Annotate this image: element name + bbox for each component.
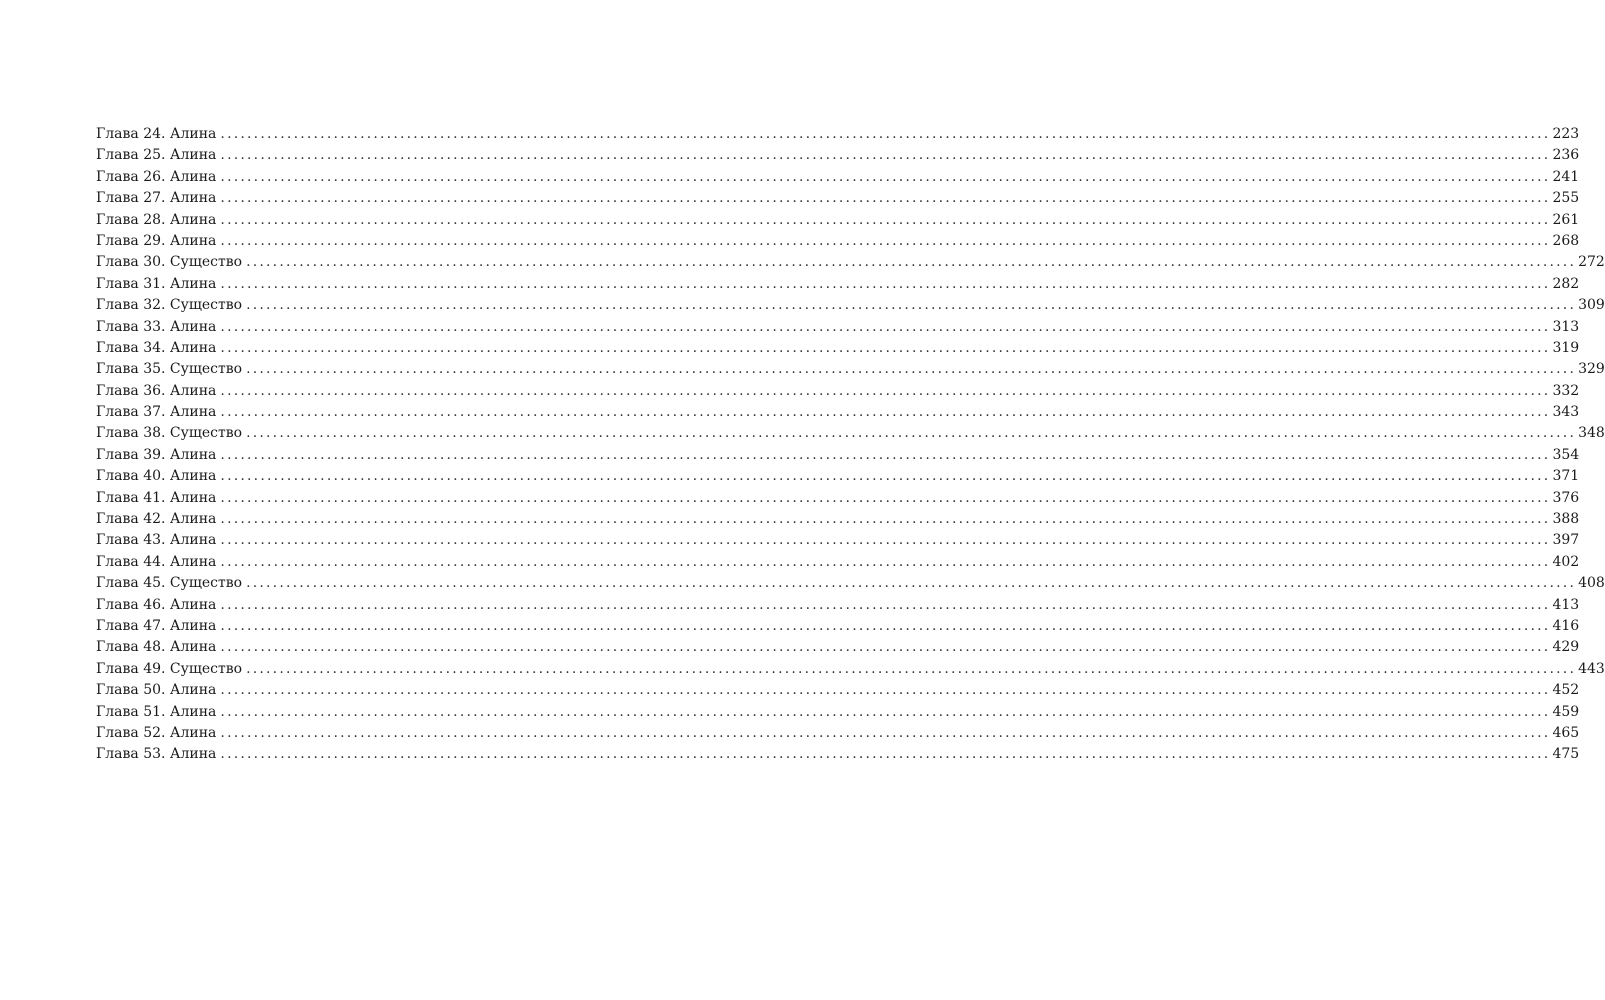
toc-entry-title: Глава 41. Алина [96, 489, 217, 506]
toc-entry-title: Глава 29. Алина [96, 232, 217, 249]
toc-entry-title: Глава 47. Алина [96, 617, 217, 634]
toc-entry-title: Глава 27. Алина [96, 190, 217, 207]
dot-leader: ........................................................................................................................................................................................................ [220, 126, 1551, 142]
toc-entry [96, 744, 1580, 765]
dot-leader: ........................................................................................................................................................................................................ [220, 553, 1551, 570]
toc-entry [96, 488, 1580, 509]
toc-entry [96, 338, 1580, 359]
dot-leader: ........................................................................................................................................................................................................ [220, 746, 1551, 763]
dot-leader: ........................................................................................................................................................................................................ [220, 724, 1551, 741]
toc-entry-page-number: 402 [1552, 553, 1580, 570]
dot-leader: ........................................................................................................................................................................................................ [220, 211, 1551, 228]
toc-entry-title: Глава 25. Алина [96, 147, 217, 164]
toc-entry-page-number: 376 [1552, 489, 1580, 506]
toc-entry [96, 723, 1580, 744]
toc-entry [96, 167, 1580, 188]
toc-entry [96, 445, 1580, 466]
dot-leader: ........................................................................................................................................................................................................ [220, 404, 1551, 421]
toc-entry-page-number: 416 [1552, 617, 1580, 634]
toc-entry-title: Глава 46. Алина [96, 596, 217, 613]
toc-entry [96, 188, 1580, 209]
toc-entry [96, 402, 1580, 423]
toc-entry [96, 359, 1605, 380]
dot-leader: ........................................................................................................................................................................................................ [220, 532, 1551, 549]
toc-entry-title: Глава 39. Алина [96, 446, 217, 463]
dot-leader: ........................................................................................................................................................................................................ [220, 190, 1551, 207]
toc-entry [96, 381, 1580, 402]
toc-entry-page-number: 272 [1578, 254, 1605, 271]
toc-entry [96, 317, 1580, 338]
toc-entry-page-number: 223 [1552, 126, 1580, 142]
toc-entry-page-number: 443 [1578, 660, 1605, 677]
toc-entry-title: Глава 43. Алина [96, 532, 217, 549]
toc-entry-page-number: 388 [1552, 511, 1580, 528]
toc-entry-page-number: 459 [1552, 703, 1580, 720]
dot-leader: ........................................................................................................................................................................................................ [220, 617, 1551, 634]
toc-entry-page-number: 319 [1552, 339, 1580, 356]
dot-leader: ........................................................................................................................................................................................................ [220, 639, 1551, 656]
toc-entry [96, 231, 1580, 252]
toc-entry-title: Глава 50. Алина [96, 682, 217, 699]
toc-entry-title: Глава 30. Существо [96, 254, 243, 271]
dot-leader: ........................................................................................................................................................................................................ [220, 703, 1551, 720]
dot-leader: ........................................................................................................................................................................................................ [220, 446, 1551, 463]
dot-leader: ........................................................................................................................................................................................................ [220, 168, 1551, 185]
dot-leader: ........................................................................................................................................................................................................ [246, 297, 1577, 314]
toc-entry-title: Глава 28. Алина [96, 211, 217, 228]
toc-entry-title: Глава 49. Существо [96, 660, 243, 677]
toc-entry-page-number: 408 [1578, 575, 1605, 592]
dot-leader: ........................................................................................................................................................................................................ [220, 275, 1551, 292]
toc-entry-page-number: 261 [1552, 211, 1580, 228]
toc-entry [96, 702, 1580, 723]
toc-entry-page-number: 354 [1552, 446, 1580, 463]
toc-entry [96, 573, 1605, 594]
toc-entry-page-number: 475 [1552, 746, 1580, 763]
toc-entry [96, 210, 1580, 231]
toc-entry-title: Глава 53. Алина [96, 746, 217, 763]
toc-entry-title: Глава 48. Алина [96, 639, 217, 656]
toc-entry-page-number: 465 [1552, 724, 1580, 741]
toc-entry [96, 509, 1580, 530]
toc-entry-title: Глава 38. Существо [96, 425, 243, 442]
toc-entry-title: Глава 24. Алина [96, 126, 217, 142]
toc-entry [96, 616, 1580, 637]
toc-entry [96, 145, 1580, 166]
dot-leader: ........................................................................................................................................................................................................ [220, 232, 1551, 249]
dot-leader: ........................................................................................................................................................................................................ [246, 254, 1577, 271]
toc-entry [96, 552, 1580, 573]
toc-entry-page-number: 452 [1552, 682, 1580, 699]
toc-entry-title: Глава 34. Алина [96, 339, 217, 356]
toc-entry-page-number: 236 [1552, 147, 1580, 164]
toc-entry-page-number: 282 [1552, 275, 1580, 292]
dot-leader: ........................................................................................................................................................................................................ [220, 596, 1551, 613]
dot-leader: ........................................................................................................................................................................................................ [220, 511, 1551, 528]
dot-leader: ........................................................................................................................................................................................................ [246, 575, 1577, 592]
toc-entry-page-number: 371 [1552, 468, 1580, 485]
dot-leader: ........................................................................................................................................................................................................ [220, 382, 1551, 399]
toc-entry-page-number: 255 [1552, 190, 1580, 207]
toc-entry [96, 295, 1605, 316]
toc-entry-page-number: 329 [1578, 361, 1605, 378]
toc-entry-page-number: 348 [1578, 425, 1605, 442]
toc-entry-page-number: 313 [1552, 318, 1580, 335]
toc-entry-title: Глава 26. Алина [96, 168, 217, 185]
toc-entry-page-number: 332 [1552, 382, 1580, 399]
toc-entry [96, 274, 1580, 295]
toc-entry-title: Глава 36. Алина [96, 382, 217, 399]
toc-entry-title: Глава 44. Алина [96, 553, 217, 570]
toc-entry [96, 252, 1605, 273]
dot-leader: ........................................................................................................................................................................................................ [220, 489, 1551, 506]
dot-leader: ........................................................................................................................................................................................................ [246, 425, 1577, 442]
toc-entry [96, 680, 1580, 701]
dot-leader: ........................................................................................................................................................................................................ [220, 468, 1551, 485]
toc-entry-title: Глава 51. Алина [96, 703, 217, 720]
dot-leader: ........................................................................................................................................................................................................ [220, 339, 1551, 356]
table-of-contents [96, 124, 1605, 766]
dot-leader: ........................................................................................................................................................................................................ [220, 682, 1551, 699]
toc-entry-title: Глава 45. Существо [96, 575, 243, 592]
toc-entry [96, 659, 1605, 680]
toc-entry-title: Глава 40. Алина [96, 468, 217, 485]
toc-entry [96, 124, 1580, 145]
toc-entry-title: Глава 35. Существо [96, 361, 243, 378]
toc-entry-page-number: 309 [1578, 297, 1605, 314]
toc-entry [96, 637, 1580, 658]
toc-entry-title: Глава 37. Алина [96, 404, 217, 421]
toc-entry-page-number: 343 [1552, 404, 1580, 421]
toc-entry-title: Глава 42. Алина [96, 511, 217, 528]
toc-entry [96, 530, 1580, 551]
toc-entry-title: Глава 33. Алина [96, 318, 217, 335]
toc-entry-page-number: 241 [1552, 168, 1580, 185]
toc-entry-page-number: 413 [1552, 596, 1580, 613]
toc-entry-title: Глава 31. Алина [96, 275, 217, 292]
toc-entry-page-number: 429 [1552, 639, 1580, 656]
toc-entry [96, 466, 1580, 487]
dot-leader: ........................................................................................................................................................................................................ [246, 660, 1577, 677]
dot-leader: ........................................................................................................................................................................................................ [246, 361, 1577, 378]
dot-leader: ........................................................................................................................................................................................................ [220, 318, 1551, 335]
dot-leader: ........................................................................................................................................................................................................ [220, 147, 1551, 164]
toc-entry-title: Глава 52. Алина [96, 724, 217, 741]
toc-entry-page-number: 268 [1552, 232, 1580, 249]
toc-entry [96, 595, 1580, 616]
toc-entry-page-number: 397 [1552, 532, 1580, 549]
toc-entry-title: Глава 32. Существо [96, 297, 243, 314]
toc-entry [96, 423, 1605, 444]
